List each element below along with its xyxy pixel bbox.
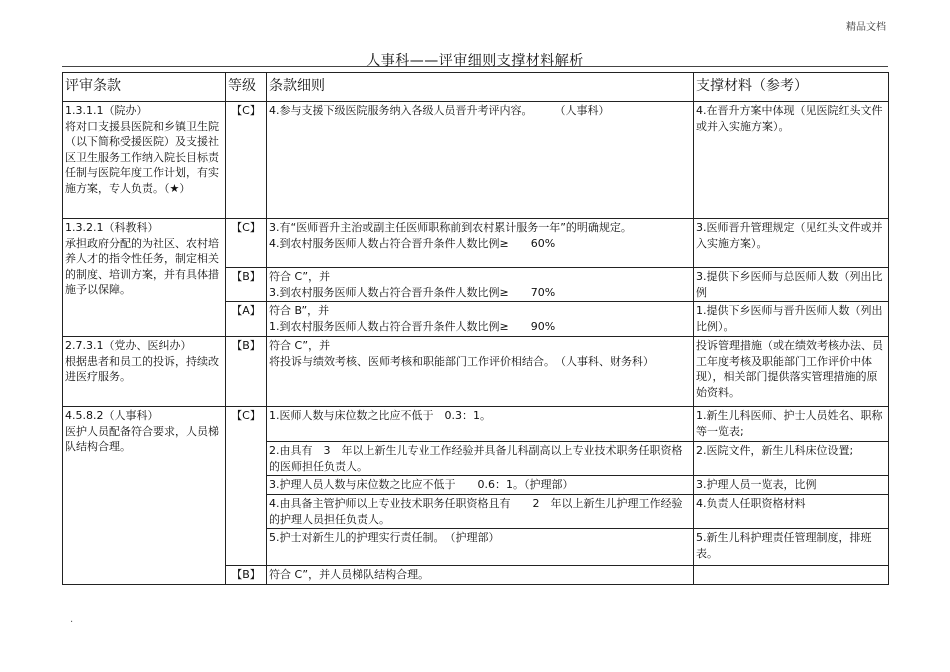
header-support: 支撑材料（参考） [694,73,889,102]
clause-text: 将对口支援县医院和乡镇卫生院（以下简称受援医院）及支援社区卫生服务工作纳入院长目标责任制与医院年度工作计划，有实施方案，专人负责。（★） [65,119,219,195]
header-clause: 评审条款 [63,73,226,102]
support-cell [694,566,889,585]
clause-text: 承担政府分配的为社区、农村培养人才的指令性任务，制定相关的制度、培训方案，并有具体措施予以保障。 [65,236,219,297]
clause-text: 医护人员配备符合要求，人员梯队结构合理。 [65,424,219,454]
detail-cell: 5.护士对新生儿的护理实行责任制。 （护理部） [267,529,694,566]
support-cell: 5.新生儿科护理责任管理制度，排班表。 [694,529,889,566]
level-cell: 【B】 [226,566,267,585]
watermark-label: 精品文档 [846,22,886,33]
detail-cell [267,219,694,268]
table-row [63,219,889,268]
detail-cell [267,268,694,302]
support-cell: 4.在晋升方案中体现（见医院红头文件或并入实施方案）。 [694,102,889,219]
support-cell: 投诉管理措施（或在绩效考核办法、员工年度考核及职能部门工作评价中体现），相关部门提供落实管理措施的原始资料。 [694,337,889,407]
detail-line: 3.到农村服务医师人数占符合晋升条件人数比例≥ 70% [269,285,556,299]
clause-code: 1.3.2.1（科教科） [65,221,159,234]
detail-line: 1.到农村服务医师人数占符合晋升条件人数比例≥ 90% [269,319,556,333]
clause-cell [63,102,226,219]
clause-cell [63,219,226,337]
detail-cell: 符合 C”，并人员梯队结构合理。 [267,566,694,585]
detail-cell [267,302,694,337]
detail-line: 符合 C”，并 [269,339,331,353]
header-level: 等级 [226,73,267,102]
clause-code: 1.3.1.1（院办） [65,104,148,117]
clause-cell [63,407,226,585]
support-cell: 3.提供下乡医师与总医师人数（列出比例 [694,268,889,302]
table-row [63,407,889,442]
detail-line: 4.到农村服务医师人数占符合晋升条件人数比例≥ 60% [269,236,556,250]
level-cell: 【C】 [226,219,267,268]
detail-line: 符合 B”，并 [269,304,330,318]
detail-line: 符合 C”，并 [269,270,331,283]
level-cell: 【C】 [226,407,267,566]
detail-cell: 3.护理人员人数与床位数之比应不低于 0.6：1。（护理部） [267,476,694,495]
level-cell: 【A】 [226,302,267,337]
detail-line: 3.有“医师晋升主治或副主任医师职称前到农村累计服务一年”的明确规定。 [269,221,632,234]
support-cell: 3.护理人员一览表，比例 [694,476,889,495]
support-cell: 1.新生儿科医师、护士人员姓名、职称等一览表; [694,407,889,442]
level-cell: 【C】 [226,102,267,219]
review-table [62,72,889,585]
level-cell: 【B】 [226,337,267,407]
support-cell: 1.提供下乡医师与晋升医师人数（列出比例）。 [694,302,889,337]
support-cell: 2.医院文件，新生儿科床位设置; [694,442,889,476]
clause-text: 根据患者和员工的投诉，持续改进医疗服务。 [65,354,219,384]
detail-cell: 1.医师人数与床位数之比应不低于 0.3：1。 [267,407,694,442]
header-rule [62,66,888,67]
clause-cell [63,337,226,407]
clause-code: 2.7.3.1（党办、医纠办） [65,339,192,353]
table-row [63,337,889,407]
detail-cell: 2.由具有 3 年以上新生儿专业工作经验并具备儿科副高以上专业技术职务任职资格的医师担任负责人。 [267,442,694,476]
support-cell: 3.医师晋升管理规定（见红头文件或并入实施方案）。 [694,219,889,268]
support-cell: 4.负责人任职资格材料 [694,494,889,528]
detail-line: 将投诉与绩效考核、医师考核和职能部门工作评价相结合。 （人事科、财务科） [269,354,654,368]
detail-cell: 4.参与支援下级医院服务纳入各级人员晋升考评内容。 （人事科） [267,102,694,219]
table-header-row [63,73,889,102]
clause-code: 4.5.8.2（人事科） [65,409,159,423]
detail-cell: 4.由具备主管护师以上专业技术职务任职资格且有 2 年以上新生儿护理工作经验的护理人员担任负责人。 [267,494,694,528]
footer-dot: . [70,614,74,625]
header-detail: 条款细则 [267,73,694,102]
level-cell: 【B】 [226,268,267,302]
page-title: 人事科——评审细则支撑材料解析 [366,53,584,69]
table-row [63,102,889,219]
detail-cell [267,337,694,407]
